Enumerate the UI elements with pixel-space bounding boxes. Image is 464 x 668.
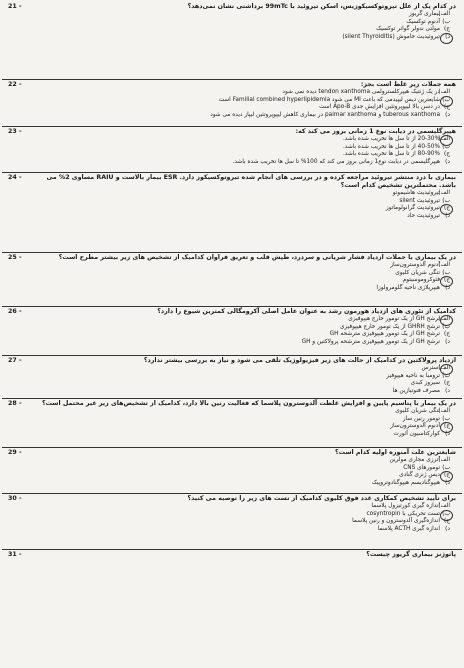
option-text: 20-30% از تا سل ها تخریب شده باشد. <box>342 136 440 142</box>
option-text: ترشح GHRH از یک تومور خارج هیپوفیزی <box>339 323 440 330</box>
question-23 <box>8 128 456 166</box>
option-text: استرس <box>421 365 440 371</box>
option-letter: الف) <box>438 190 450 196</box>
option-text: فئوکروموسیتوم <box>402 277 440 284</box>
option-letter: د) <box>445 430 450 437</box>
answer-option[interactable] <box>8 503 450 511</box>
option-text: ترشح GH از یک تومور خارج هیپوفیزی <box>348 316 440 322</box>
option-text: تست تحریکی با cosyntropin <box>366 510 440 517</box>
option-text: دیس ژنزی گنادی <box>399 472 440 479</box>
option-letter: ج) <box>443 518 450 525</box>
option-text: آترزی مجاری مولرین <box>389 457 440 463</box>
question-number: 25 - <box>8 254 22 261</box>
question-stem <box>8 357 456 365</box>
option-letter: ب) <box>442 323 450 330</box>
answer-option[interactable] <box>8 480 450 488</box>
option-letter: ب) <box>442 18 450 25</box>
question-stem <box>8 254 456 262</box>
question-text: در یک بیمار با پتاسیم پایین و افزایش غلظت آلدوسترون پلاسما که فعالیت رنین بالا دارد، کدامیک از تشخیص‌های زیر غیر محتمل است؟ <box>41 400 456 407</box>
option-text: تومور رنین ساز <box>402 415 440 422</box>
options-list <box>8 136 450 166</box>
answer-option[interactable] <box>8 190 450 198</box>
answer-option[interactable] <box>8 213 450 221</box>
option-letter: د) <box>445 525 450 532</box>
question-number: 26 - <box>8 308 22 315</box>
option-letter: الف) <box>438 11 450 17</box>
question-number: 31 - <box>8 551 22 558</box>
answer-option[interactable] <box>8 518 450 526</box>
question-21 <box>8 3 456 41</box>
option-letter: الف) <box>438 262 450 268</box>
answer-option[interactable] <box>8 423 450 431</box>
question-divider <box>2 549 462 550</box>
answer-option[interactable] <box>8 144 450 152</box>
option-text: تیروئیدیت خاموش (silent Thyroiditis) <box>342 33 440 40</box>
question-text: ازدیاد پرولاکتین در کدامیک از حالت های زیر فیزیولوژیک تلقی می شود و نیاز به بررسی بیشتر ندارد؟ <box>143 357 456 364</box>
option-letter: ج) <box>443 205 450 212</box>
option-text: 40-50% از تا سل ها تخریب شده باشد. <box>342 143 440 150</box>
option-letter: ب) <box>442 143 450 150</box>
answer-option[interactable] <box>8 339 450 347</box>
question-divider <box>2 172 462 173</box>
option-text: آدنوم آلدوسترون‌ساز <box>390 423 440 430</box>
answer-option[interactable] <box>8 198 450 206</box>
question-divider <box>2 79 462 80</box>
answer-option[interactable] <box>8 388 450 396</box>
option-letter: د) <box>445 479 450 486</box>
question-number: 24 - <box>8 174 22 181</box>
options-list <box>8 503 450 533</box>
answer-option[interactable] <box>8 277 450 285</box>
options-list <box>8 457 450 487</box>
answer-option[interactable] <box>8 104 450 112</box>
option-text: 80-90% از تا سل ها تخریب شده باشد. <box>342 151 440 158</box>
option-letter: د) <box>445 338 450 345</box>
question-24 <box>8 174 456 220</box>
option-text: tuberous xanthoma و palmar xanthoma در بیماری کاهش لیپوپروتئین لیپاز دیده می شود <box>210 111 440 118</box>
answer-option[interactable] <box>8 408 450 416</box>
option-text: اندازه گیری ACTH پلاسما <box>377 525 440 532</box>
question-27 <box>8 357 456 395</box>
question-divider <box>2 355 462 356</box>
option-letter: د) <box>445 212 450 219</box>
option-letter: الف) <box>438 408 450 414</box>
option-text: کوارکتاسیون آئورت <box>393 430 440 437</box>
question-number: 29 - <box>8 449 22 456</box>
options-list <box>8 408 450 438</box>
option-text: هیپوگنادیسم هیپوگنادوتروپیک <box>371 479 440 486</box>
question-number: 28 - <box>8 400 22 407</box>
option-text: تیروئیدیت silent <box>399 197 440 204</box>
option-letter: الف) <box>438 365 450 371</box>
options-list <box>8 316 450 346</box>
question-divider <box>2 306 462 307</box>
question-text: در یک بیماری با حملات ازدیاد فشار شریانی و سردرد، طپش قلب و تعریق فراوان کدامیک از تشخیص های زیر بیشتر مطرح است؟ <box>58 254 456 261</box>
answer-option[interactable] <box>8 285 450 293</box>
answer-option[interactable] <box>8 151 450 159</box>
question-text: شایعترین علت آمنوره اولیه کدام است؟ <box>335 449 456 456</box>
question-stem <box>8 128 456 136</box>
question-number: 23 - <box>8 128 22 135</box>
handwritten-answer-circle <box>440 33 453 44</box>
option-letter: ب) <box>442 415 450 422</box>
options-list <box>8 190 450 220</box>
option-text: تنگی شریان کلیوی <box>395 269 440 276</box>
option-letter: ج) <box>443 423 450 430</box>
option-letter: الف) <box>438 89 450 95</box>
answer-option[interactable] <box>8 11 450 19</box>
option-text: تیروئیدیت گرانولوماتوز <box>385 205 440 212</box>
question-30 <box>8 495 456 533</box>
answer-option[interactable] <box>8 26 450 34</box>
answer-option[interactable] <box>8 465 450 473</box>
option-letter: الف) <box>438 316 450 322</box>
option-letter: ب) <box>442 197 450 204</box>
question-stem <box>8 449 456 457</box>
answer-option[interactable] <box>8 457 450 465</box>
question-28 <box>8 400 456 438</box>
question-25 <box>8 254 456 292</box>
answer-option[interactable] <box>8 34 450 42</box>
option-letter: الف) <box>438 136 450 142</box>
answer-option[interactable] <box>8 526 450 534</box>
answer-option[interactable] <box>8 316 450 324</box>
question-divider <box>2 447 462 448</box>
question-divider <box>2 126 462 127</box>
option-text: تیروئیدیت حاد <box>407 212 440 219</box>
option-text: بیماری گریوز <box>408 11 440 17</box>
answer-option[interactable] <box>8 112 450 120</box>
options-list <box>8 262 450 292</box>
option-letter: د) <box>445 158 450 165</box>
option-letter: ج) <box>443 277 450 284</box>
option-text: ترشح GH از یک تومور هیپوفیزی مترشحه پرولاکتین و GH <box>301 338 440 345</box>
question-stem <box>8 551 456 559</box>
question-29 <box>8 449 456 487</box>
question-22 <box>8 81 456 119</box>
answer-option[interactable] <box>8 97 450 105</box>
question-26 <box>8 308 456 346</box>
question-divider <box>2 493 462 494</box>
question-divider <box>2 252 462 253</box>
question-text: کدامیک از تئوری های ازدیاد هورمون رشد به عنوان عامل اصلی آکرومگالی کمترین شیوع را دارد؟ <box>157 308 456 315</box>
answer-option[interactable] <box>8 431 450 439</box>
option-letter: ب) <box>442 464 450 471</box>
answer-option[interactable] <box>8 380 450 388</box>
answer-option[interactable] <box>8 136 450 144</box>
question-stem <box>8 308 456 316</box>
answer-option[interactable] <box>8 89 450 97</box>
option-letter: ج) <box>443 151 450 158</box>
option-text: ترشح GH از یک تومور هیپوفیزی مترشحه GH <box>329 331 440 338</box>
question-text: پاتوژنز بیماری گریوز چیست؟ <box>366 551 456 558</box>
option-letter: ب) <box>442 372 450 379</box>
options-list <box>8 89 450 119</box>
options-list <box>8 11 450 41</box>
question-text: برای تأیید تشخیص کمکاری غدد فوق کلیوی کدامیک از تست های زیر را توصیه می کنید؟ <box>187 495 456 502</box>
answer-option[interactable] <box>8 159 450 167</box>
question-stem <box>8 81 456 89</box>
option-letter: ب) <box>442 269 450 276</box>
option-text: سیروز کبدی <box>410 380 440 387</box>
option-text: تنگی شریان کلیوی <box>395 408 440 414</box>
question-31 <box>8 551 456 559</box>
answer-option[interactable] <box>8 373 450 381</box>
answer-option[interactable] <box>8 472 450 480</box>
answer-option[interactable] <box>8 262 450 270</box>
option-text: هیپرپلازی ناحیه گلومرولوزا <box>376 284 440 291</box>
option-letter: د) <box>445 387 450 394</box>
answer-option[interactable] <box>8 205 450 213</box>
option-text: آدنوم توکسیک <box>406 18 440 25</box>
option-letter: د) <box>445 111 450 118</box>
option-letter: د) <box>445 284 450 291</box>
question-text: هیپرگلیسمی در دیابت نوع 1 زمانی بروز می کند که: <box>295 128 456 135</box>
option-letter: ج) <box>443 26 450 33</box>
answer-option[interactable] <box>8 331 450 339</box>
option-text: در یک ژنتیک هیپرکلسترولمی tendon xanthoma دیده نمی شود <box>282 89 440 95</box>
question-stem <box>8 495 456 503</box>
option-text: در دسن بالا لیپوپروتئین افزایش جدی Apo-B است <box>319 104 440 111</box>
question-stem <box>8 174 456 190</box>
option-letter: ب) <box>442 96 450 103</box>
option-letter: ج) <box>443 472 450 479</box>
option-letter: ب) <box>442 510 450 517</box>
option-text: شایعترین دیس لیپیدمی که باعث MI می شود Familial combined hyperlipidemia است <box>218 96 440 103</box>
question-text: در کدام یک از علل تیروتوکسیکوزیس، اسکن تیروئید با 99mTc برداشتی نشان نمی‌دهد؟ <box>187 3 456 10</box>
option-text: مولتی ندولر گواتر توکسیک <box>375 26 440 33</box>
question-number: 27 - <box>8 357 22 364</box>
option-text: مصرف فنوتیازین ها <box>392 387 440 394</box>
answer-option[interactable] <box>8 270 450 278</box>
answer-option[interactable] <box>8 365 450 373</box>
option-text: تومورهای CNS <box>403 464 440 471</box>
option-text: اندازه گیری کورتیزول پلاسما <box>371 503 440 509</box>
option-text: ترومبا به ناحیه هیپوفیز <box>386 372 440 379</box>
option-text: تیروئیدیت هاشیموتو <box>392 190 440 196</box>
option-letter: ج) <box>443 380 450 387</box>
option-text: هیپرگلیسمی در دیابت نوع1 زمانی بروز می کند که 100% تا سل ها تخریب شده باشد. <box>232 158 440 165</box>
question-divider <box>2 398 462 399</box>
option-letter: ج) <box>443 331 450 338</box>
option-letter: الف) <box>438 457 450 463</box>
question-number: 30 - <box>8 495 22 502</box>
answer-option[interactable] <box>8 416 450 424</box>
question-text: بیماری با درد منتشر تیروئید مراجعه کرده و در بررسی های انجام شده تیروتوکسیکوز دارد. ESR بیمار بالاست و RAIU مساوی 2% می باشد. محتملترین تشخیص کدام است؟ <box>46 174 456 189</box>
option-text: آدنوم آلدوسترون‌ساز <box>390 262 440 268</box>
question-number: 22 - <box>8 81 22 88</box>
option-letter: ج) <box>443 104 450 111</box>
option-text: اندازه‌گیری آلدوسترون و رنین پلاسما <box>352 518 440 525</box>
option-letter: الف) <box>438 503 450 509</box>
options-list <box>8 365 450 395</box>
question-stem <box>8 400 456 408</box>
question-number: 21 - <box>8 3 22 10</box>
question-text: همه جملات زیر غلط است بجز: <box>360 81 456 88</box>
question-stem <box>8 3 456 11</box>
option-letter: د) <box>445 33 450 40</box>
